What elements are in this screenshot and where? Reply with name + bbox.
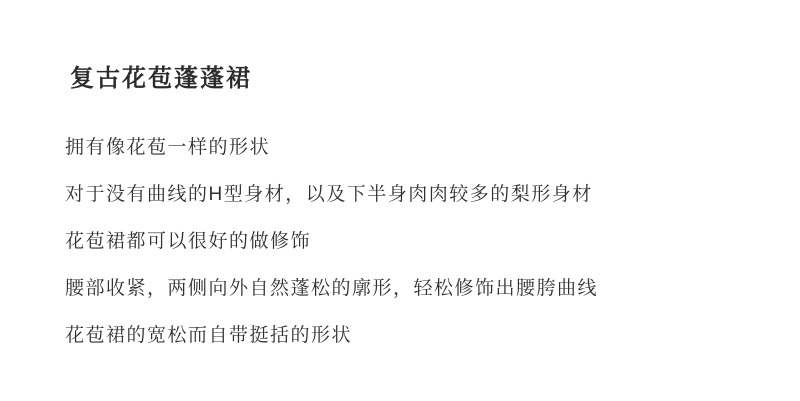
page-title: 复古花苞蓬蓬裙	[70, 65, 252, 92]
description-line: 腰部收紧，两侧向外自然蓬松的廓形，轻松修饰出腰胯曲线	[65, 278, 599, 299]
description-line: 花苞裙的宽松而自带挺括的形状	[65, 325, 353, 346]
description-line: 对于没有曲线的H型身材，以及下半身肉肉较多的梨形身材	[65, 184, 593, 205]
description-line: 花苞裙都可以很好的做修饰	[65, 231, 312, 252]
description-line: 拥有像花苞一样的形状	[65, 137, 271, 158]
description-text-block	[65, 124, 760, 359]
